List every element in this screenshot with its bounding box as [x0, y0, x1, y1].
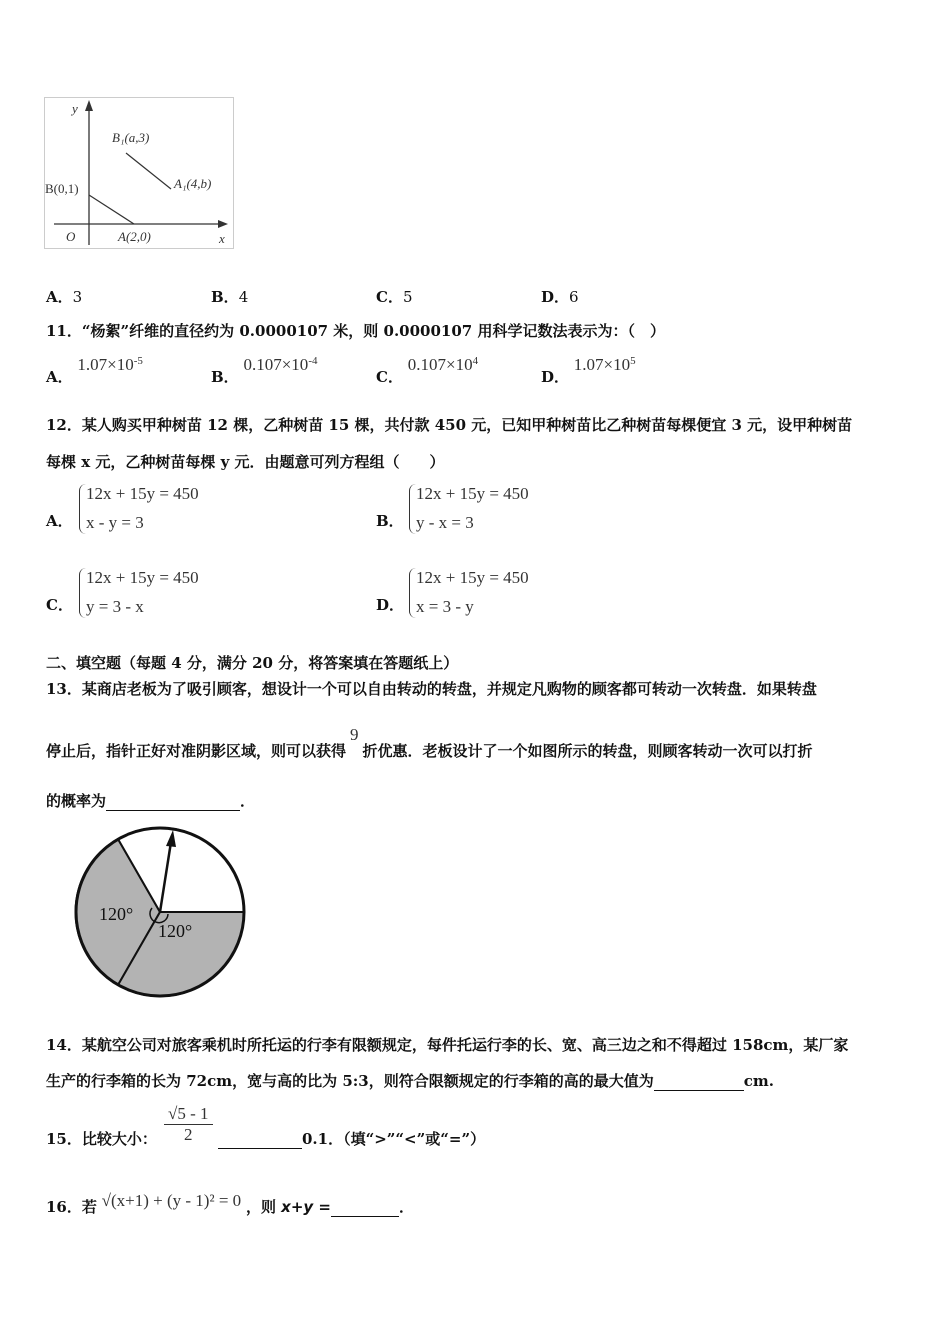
point-A1-label: A₁(4,b) [174, 176, 212, 191]
point-B1-label: B₁(a,3) [112, 130, 150, 145]
axis-x-label: x [219, 231, 225, 246]
q13-line2: 停止后，指针正好对准阴影区域，则可以获得9折优惠．老板设计了一个如图所示的转盘，则顾客转动一次可以打折 [46, 725, 813, 760]
origin-label: O [66, 229, 76, 244]
q14-line2: 生产的行李箱的长为 72cm，宽与高的比为 5:3，则符合限额规定的行李箱的高的最大值为 cm. [46, 1072, 774, 1090]
q11-option-a[interactable]: A． $1.07\times 10^{-5}$ [46, 355, 143, 386]
q11-option-d[interactable]: D． $1.07\times 10^5$ [541, 355, 636, 386]
q16: 16．若 √(x+1) + (y - 1)² = 0 ，则 x+y = ． [46, 1191, 414, 1216]
q10-option-b[interactable]: B．4 [211, 288, 249, 306]
q10-option-d[interactable]: D．6 [541, 288, 579, 306]
q15-fraction: √5 - 1 2 [164, 1104, 213, 1145]
point-B-label: B(0,1) [45, 181, 79, 196]
q10-option-a[interactable]: A．3 [46, 288, 83, 306]
answer-blank[interactable] [654, 1072, 744, 1091]
point-A-label: A(2,0) [118, 229, 151, 244]
q10-option-c[interactable]: C．5 [376, 288, 413, 306]
section-heading: 二、填空题（每题 4 分，满分 20 分，将答案填在答题纸上） [46, 654, 459, 672]
q12-line2: 每棵 x 元，乙种树苗每棵 y 元．由题意可列方程组（ ） [46, 453, 445, 471]
q13-line1: 13．某商店老板为了吸引顾客，想设计一个可以自由转动的转盘，并规定凡购物的顾客都可转动一次转盘．如果转盘 [46, 680, 817, 698]
answer-blank[interactable] [218, 1130, 302, 1149]
q11-option-b[interactable]: B． $0.107\times 10^{-4}$ [211, 355, 318, 386]
q11-text: 11．“杨絮”纤维的直径约为 0.0000107 米，则 0.0000107 用科学记数法表示为：（ ） [46, 322, 665, 340]
answer-blank[interactable] [331, 1198, 399, 1217]
brace-icon [79, 484, 86, 534]
q15-tail: 0.1．（填“>”“<”或“=”） [218, 1128, 485, 1149]
q11-option-c[interactable]: C． $0.107\times 10^4$ [376, 355, 479, 386]
q14-line1: 14．某航空公司对旅客乘机时所托运的行李有限额规定，每件托运行李的长、宽、高三边之和不得超过 158cm，某厂家 [46, 1036, 849, 1054]
q13-line3: 的概率为 ． [46, 792, 256, 810]
axis-y-label: y [72, 101, 78, 116]
answer-blank[interactable] [106, 792, 240, 811]
angle-label-bottom: 120° [158, 921, 193, 941]
brace-icon [409, 568, 416, 618]
brace-icon [409, 484, 416, 534]
angle-label-left: 120° [99, 904, 134, 924]
coordinate-figure [44, 97, 234, 249]
brace-icon [79, 568, 86, 618]
q12-line1: 12．某人购买甲种树苗 12 棵，乙种树苗 15 棵，共付款 450 元，已知甲种树苗比乙种树苗每棵便宜 3 元，设甲种树苗 [46, 416, 853, 434]
spinner-figure [72, 822, 248, 1000]
q15: 15．比较大小： [46, 1130, 157, 1148]
